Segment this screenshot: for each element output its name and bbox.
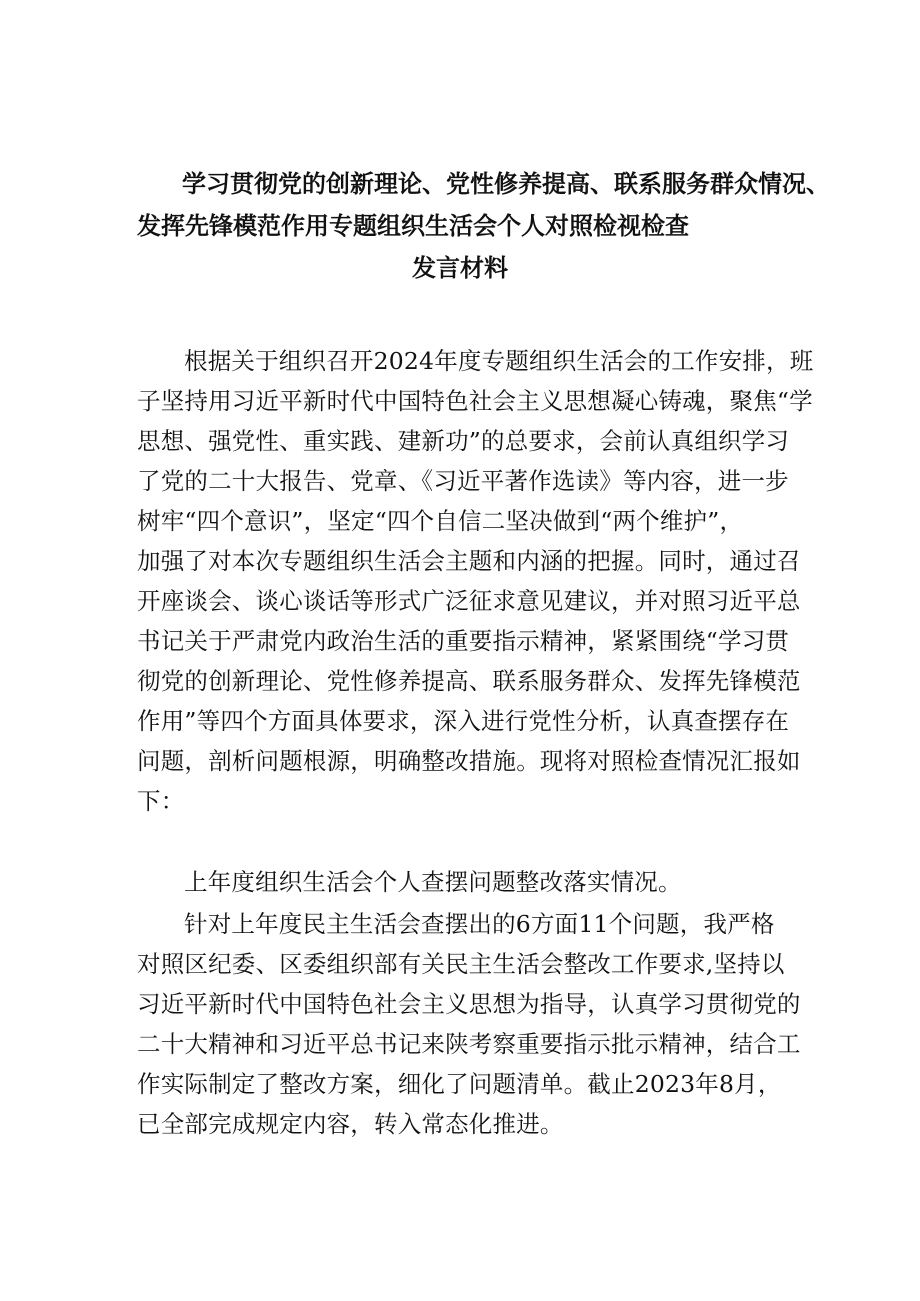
document-title-line-2: 发挥先锋模范作用专题组织生活会个人对照检视检查 [137, 212, 689, 240]
paragraph-line: 下： [137, 787, 185, 815]
paragraph-line: 作用”等四个方面具体要求，深入进行党性分析，认真查摆存在 [137, 707, 790, 735]
paragraph-line: 开座谈会、谈心谈话等形式广泛征求意见建议，并对照习近平总 [137, 587, 801, 615]
paragraph-line: 树牢“四个意识”，坚定“四个自信二坚决做到“两个维护”， [137, 507, 744, 535]
document-title-line-3: 发言材料 [412, 254, 508, 282]
paragraph-line: 书记关于严肃党内政治生活的重要指示精神，紧紧围绕“学习贯 [137, 627, 790, 655]
paragraph-line: 根据关于组织召开2024年度专题组织生活会的工作安排，班 [184, 347, 814, 375]
paragraph-line: 子坚持用习近平新时代中国特色社会主义思想凝心铸魂，聚焦“学 [137, 387, 813, 415]
paragraph-3 [137, 904, 801, 1144]
paragraph-line: 针对上年度民主生活会查摆出的6方面11个问题，我严格 [184, 910, 775, 938]
paragraph-line: 对照区纪委、区委组织部有关民主生活会整改工作要求,坚持以 [137, 950, 785, 978]
paragraph-line: 彻党的创新理论、党性修养提高、联系服务群众、发挥先锋模范 [137, 667, 801, 695]
paragraph-line: 了党的二十大报告、党章、《习近平著作选读》等内容，进一步 [137, 467, 789, 495]
paragraph-line: 上年度组织生活会个人查摆问题整改落实情况。 [184, 868, 682, 896]
paragraph-line: 思想、强党性、重实践、建新功”的总要求，会前认真组织学习 [137, 427, 790, 455]
paragraph-line: 问题，剖析问题根源，明确整改措施。现将对照检查情况汇报如 [137, 747, 801, 775]
paragraph-line: 二十大精神和习近平总书记来陕考察重要指示批示精神，结合工 [137, 1030, 801, 1058]
paragraph-line: 作实际制定了整改方案，细化了问题清单。截止2023年8月， [137, 1070, 782, 1098]
paragraph-line: 加强了对本次专题组织生活会主题和内涵的把握。同时，通过召 [137, 547, 801, 575]
document-title-line-1: 学习贯彻党的创新理论、党性修养提高、联系服务群众情况、 [182, 170, 830, 198]
paragraph-1 [137, 341, 814, 821]
paragraph-line: 已全部完成规定内容，转入常态化推进。 [137, 1110, 564, 1138]
paragraph-line: 习近平新时代中国特色社会主义思想为指导，认真学习贯彻党的 [137, 990, 801, 1018]
paragraph-2 [137, 862, 789, 902]
